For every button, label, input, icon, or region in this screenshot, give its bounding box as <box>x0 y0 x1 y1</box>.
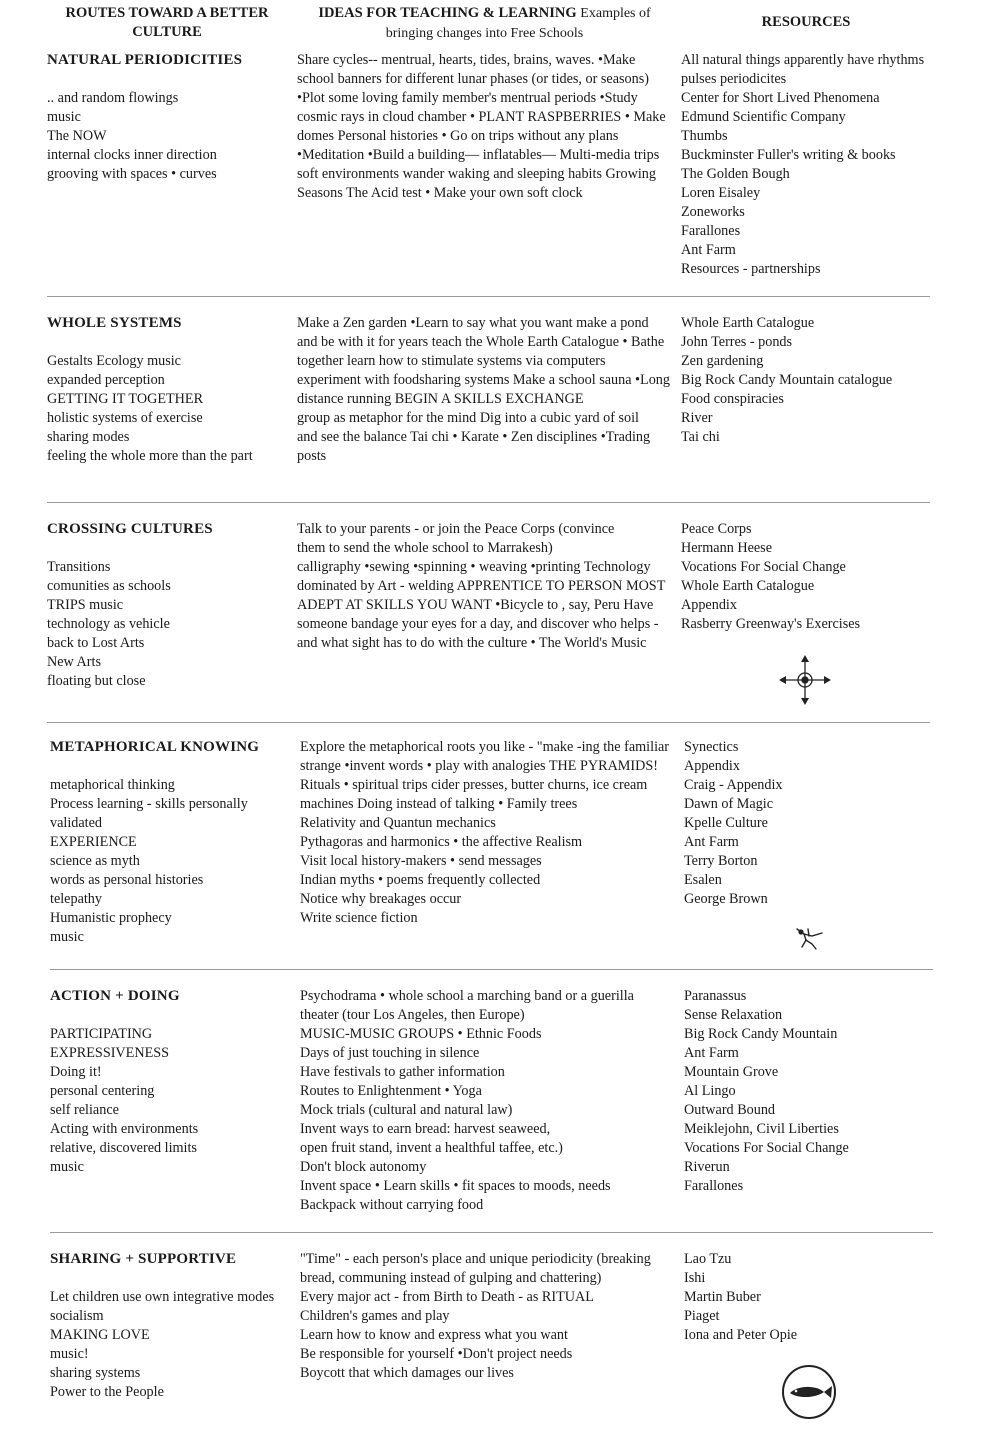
header-routes-label: ROUTES TOWARD A BETTER CULTURE <box>65 5 269 40</box>
idea-item: Invent ways to earn bread: harvest seaweed, <box>300 1121 551 1137</box>
routes-column <box>47 51 287 184</box>
ideas-column <box>300 987 675 1215</box>
route-item: holistic systems of exercise <box>47 410 203 426</box>
route-item: technology as vehicle <box>47 616 170 632</box>
resource-item: Lao Tzu <box>684 1251 732 1267</box>
idea-paragraph: calligraphy •sewing •spinning • weaving •printing Technology dominated by Art - welding APPRENTICE TO PERSON MOST ADEPT AT SKILLS YOU WANT •Bicycle to , say, Peru Have someone bandage your eyes for a day, and discover who helps - and what sight has to do with the culture • The World's Music <box>297 559 666 651</box>
routes-column <box>47 520 287 691</box>
resources-column <box>681 51 961 279</box>
section-title: NATURAL PERIODICITIES <box>47 52 243 68</box>
route-item: EXPERIENCE <box>50 834 137 850</box>
resource-item: Dawn of Magic <box>684 796 774 812</box>
resource-item: Meiklejohn, Civil Liberties <box>684 1121 839 1137</box>
header-ideas-subtitle: Examples of bringing changes into Free Schools <box>385 6 651 41</box>
resource-item: Big Rock Candy Mountain <box>684 1026 838 1042</box>
resource-item: Kpelle Culture <box>684 815 768 831</box>
resource-item: Esalen <box>684 872 722 888</box>
resource-item: Ant Farm <box>684 1045 739 1061</box>
route-item: Doing it! <box>50 1064 102 1080</box>
fish-emblem-icon <box>780 1363 838 1421</box>
resource-item: John Terres - ponds <box>681 334 793 350</box>
section-divider <box>50 1232 933 1233</box>
idea-item: Mock trials (cultural and natural law) <box>300 1102 513 1118</box>
resource-item: Mountain Grove <box>684 1064 779 1080</box>
route-item: music <box>50 1159 84 1175</box>
resource-item: Rasberry Greenway's Exercises <box>681 616 861 632</box>
route-item: Gestalts Ecology music <box>47 353 181 369</box>
ideas-column <box>297 51 672 203</box>
resources-column <box>681 520 961 634</box>
section-title: SHARING + SUPPORTIVE <box>50 1251 237 1267</box>
route-item: grooving with spaces • curves <box>47 166 217 182</box>
idea-paragraph: "Time" - each person's place and unique periodicity (breaking bread, communing instead of gulping and chattering) <box>300 1251 651 1286</box>
section-title: METAPHORICAL KNOWING <box>50 739 260 755</box>
idea-paragraph: group as metaphor for the mind Dig into a cubic yard of soil and see the balance Tai chi • Karate • Zen disciplines •Trading posts <box>297 410 651 464</box>
section-divider <box>47 296 930 297</box>
resource-item: Martin Buber <box>684 1289 761 1305</box>
resource-item: Synectics <box>684 739 739 755</box>
route-item: PARTICIPATING <box>50 1026 153 1042</box>
route-item: GETTING IT TOGETHER <box>47 391 204 407</box>
header-resources-label: RESOURCES <box>761 14 851 30</box>
resource-item: Edmund Scientific Company <box>681 109 846 125</box>
resource-item: George Brown <box>684 891 768 907</box>
idea-item: MUSIC-MUSIC GROUPS • Ethnic Foods <box>300 1026 542 1042</box>
resource-item: Thumbs <box>681 128 728 144</box>
route-item: words as personal histories <box>50 872 204 888</box>
idea-paragraph: Talk to your parents - or join the Peace Corps (convince them to send the whole school to Marrakesh) <box>297 521 615 556</box>
route-item: science as myth <box>50 853 140 869</box>
resource-item: Ant Farm <box>681 242 736 258</box>
idea-item: Routes to Enlightenment • Yoga <box>300 1083 482 1099</box>
resource-item: Resources - partnerships <box>681 261 821 277</box>
dancer-figure-icon <box>792 925 826 951</box>
route-item: telepathy <box>50 891 102 907</box>
idea-item: open fruit stand, invent a healthful taffee, etc.) <box>300 1140 563 1156</box>
route-item: The NOW <box>47 128 107 144</box>
header-resources <box>681 13 931 32</box>
resource-item: Peace Corps <box>681 521 752 537</box>
route-item: Let children use own integrative modes <box>50 1289 275 1305</box>
resource-item: River <box>681 410 713 426</box>
resource-item: Whole Earth Catalogue <box>681 578 815 594</box>
resource-item: Appendix <box>684 758 740 774</box>
section-divider <box>47 722 930 723</box>
idea-paragraph: Share cycles-- mentrual, hearts, tides, brains, waves. •Make school banners for different lunar phases (or tides, or seasons) •Plot some loving family member's mentrual periods •Study cosmic rays in cloud chamber • PLANT RASPBERRIES • Make domes Personal histories • Go on trips without any plans •Meditation •Build a building— inflatables— Multi-media trips soft environments wander waking and sleeping habits Growing Seasons The Acid test • Make your own soft clock <box>297 52 666 201</box>
route-item: Acting with environments <box>50 1121 199 1137</box>
route-item: sharing modes <box>47 429 130 445</box>
resource-item: Vocations For Social Change <box>684 1140 849 1156</box>
resource-item: The Golden Bough <box>681 166 790 182</box>
route-item: music <box>47 109 81 125</box>
idea-item: Boycott that which damages our lives <box>300 1365 514 1381</box>
idea-paragraph: Make a Zen garden •Learn to say what you want make a pond and be with it for years teach the Whole Earth Catalogue • Bathe together learn how to stimulate systems via computers experiment with foodsharing systems Make a school sauna •Long distance running BEGIN A SKILLS EXCHANGE <box>297 315 670 407</box>
ideas-column <box>297 520 672 653</box>
route-item: comunities as schools <box>47 578 171 594</box>
resource-item: Iona and Peter Opie <box>684 1327 798 1343</box>
resource-item: Loren Eisaley <box>681 185 761 201</box>
route-item: back to Lost Arts <box>47 635 145 651</box>
idea-paragraph: Explore the metaphorical roots you like - "make -ing the familiar strange •invent words • play with analogies THE PYRAMIDS! Rituals • spiritual trips cider presses, butter churns, ice cream machines Doing instead of talking • Family trees <box>300 739 670 812</box>
resource-item: Sense Relaxation <box>684 1007 783 1023</box>
route-item: .. and random flowings <box>47 90 179 106</box>
resource-item: Riverun <box>684 1159 730 1175</box>
idea-item: Have festivals to gather information <box>300 1064 505 1080</box>
resource-item: Hermann Heese <box>681 540 772 556</box>
idea-item: Notice why breakages occur <box>300 891 462 907</box>
resource-item: Vocations For Social Change <box>681 559 846 575</box>
resource-item: Outward Bound <box>684 1102 776 1118</box>
idea-item: Invent space • Learn skills • fit spaces to moods, needs <box>300 1178 611 1194</box>
idea-item: Write science fiction <box>300 910 418 926</box>
route-item: New Arts <box>47 654 101 670</box>
resource-item: Terry Borton <box>684 853 758 869</box>
route-item: relative, discovered limits <box>50 1140 197 1156</box>
route-item: TRIPS music <box>47 597 124 613</box>
resource-item: Farallones <box>684 1178 744 1194</box>
ideas-column <box>297 314 672 466</box>
resource-item: Appendix <box>681 597 737 613</box>
header-ideas <box>297 4 672 43</box>
idea-item: Be responsible for yourself •Don't project needs <box>300 1346 573 1362</box>
section-title: WHOLE SYSTEMS <box>47 315 182 331</box>
resource-item: Ishi <box>684 1270 706 1286</box>
compass-ornament-icon <box>778 654 832 706</box>
resource-item: Paranassus <box>684 988 747 1004</box>
resource-item: Tai chi <box>681 429 720 445</box>
route-item: feeling the whole more than the part <box>47 448 253 464</box>
idea-item: Learn how to know and express what you want <box>300 1327 568 1343</box>
resource-item: Piaget <box>684 1308 720 1324</box>
route-item: self reliance <box>50 1102 119 1118</box>
ideas-column <box>300 738 675 928</box>
route-item: music! <box>50 1346 89 1362</box>
ideas-column <box>300 1250 675 1383</box>
route-item: music <box>50 929 84 945</box>
resources-column <box>684 738 964 909</box>
route-item: metaphorical thinking <box>50 777 175 793</box>
resource-item: Buckminster Fuller's writing & books <box>681 147 896 163</box>
resource-item: Zoneworks <box>681 204 745 220</box>
idea-item: Days of just touching in silence <box>300 1045 480 1061</box>
resources-column <box>684 1250 964 1345</box>
resource-item: Food conspiracies <box>681 391 784 407</box>
section-divider <box>47 502 930 503</box>
resource-item: Whole Earth Catalogue <box>681 315 815 331</box>
idea-item: Pythagoras and harmonics • the affective Realism <box>300 834 583 850</box>
route-item: personal centering <box>50 1083 155 1099</box>
idea-paragraph: Psychodrama • whole school a marching band or a guerilla theater (tour Los Angeles, then Europe) <box>300 988 634 1023</box>
section-title: CROSSING CULTURES <box>47 521 213 537</box>
routes-column <box>47 314 287 466</box>
header-ideas-title: IDEAS FOR TEACHING & LEARNING <box>318 5 577 21</box>
resource-item: Ant Farm <box>684 834 739 850</box>
route-item: sharing systems <box>50 1365 141 1381</box>
route-item: MAKING LOVE <box>50 1327 150 1343</box>
route-item: EXPRESSIVENESS <box>50 1045 170 1061</box>
resource-item: Al Lingo <box>684 1083 736 1099</box>
idea-item: Indian myths • poems frequently collected <box>300 872 541 888</box>
resource-item: Zen gardening <box>681 353 764 369</box>
route-item: socialism <box>50 1308 104 1324</box>
route-item: internal clocks inner direction <box>47 147 217 163</box>
idea-item: Children's games and play <box>300 1308 450 1324</box>
idea-item: Visit local history-makers • send messages <box>300 853 542 869</box>
resource-item: Big Rock Candy Mountain catalogue <box>681 372 893 388</box>
route-item: Process learning - skills personally validated <box>50 796 248 831</box>
routes-column <box>50 987 290 1177</box>
idea-item: Don't block autonomy <box>300 1159 427 1175</box>
route-item: floating but close <box>47 673 146 689</box>
route-item: Transitions <box>47 559 111 575</box>
idea-item: Every major act - from Birth to Death - as RITUAL <box>300 1289 594 1305</box>
resource-item: Craig - Appendix <box>684 777 783 793</box>
idea-item: Relativity and Quantun mechanics <box>300 815 496 831</box>
header-routes <box>47 4 287 41</box>
section-title: ACTION + DOING <box>50 988 180 1004</box>
route-item: expanded perception <box>47 372 165 388</box>
resource-item: All natural things apparently have rhythms pulses periodicites <box>681 52 925 87</box>
route-item: Power to the People <box>50 1384 164 1400</box>
routes-column <box>50 1250 290 1402</box>
resources-column <box>681 314 961 447</box>
resource-item: Farallones <box>681 223 741 239</box>
resources-column <box>684 987 964 1196</box>
section-divider <box>50 969 933 970</box>
routes-column <box>50 738 290 947</box>
resource-item: Center for Short Lived Phenomena <box>681 90 880 106</box>
idea-item: Backpack without carrying food <box>300 1197 484 1213</box>
route-item: Humanistic prophecy <box>50 910 172 926</box>
